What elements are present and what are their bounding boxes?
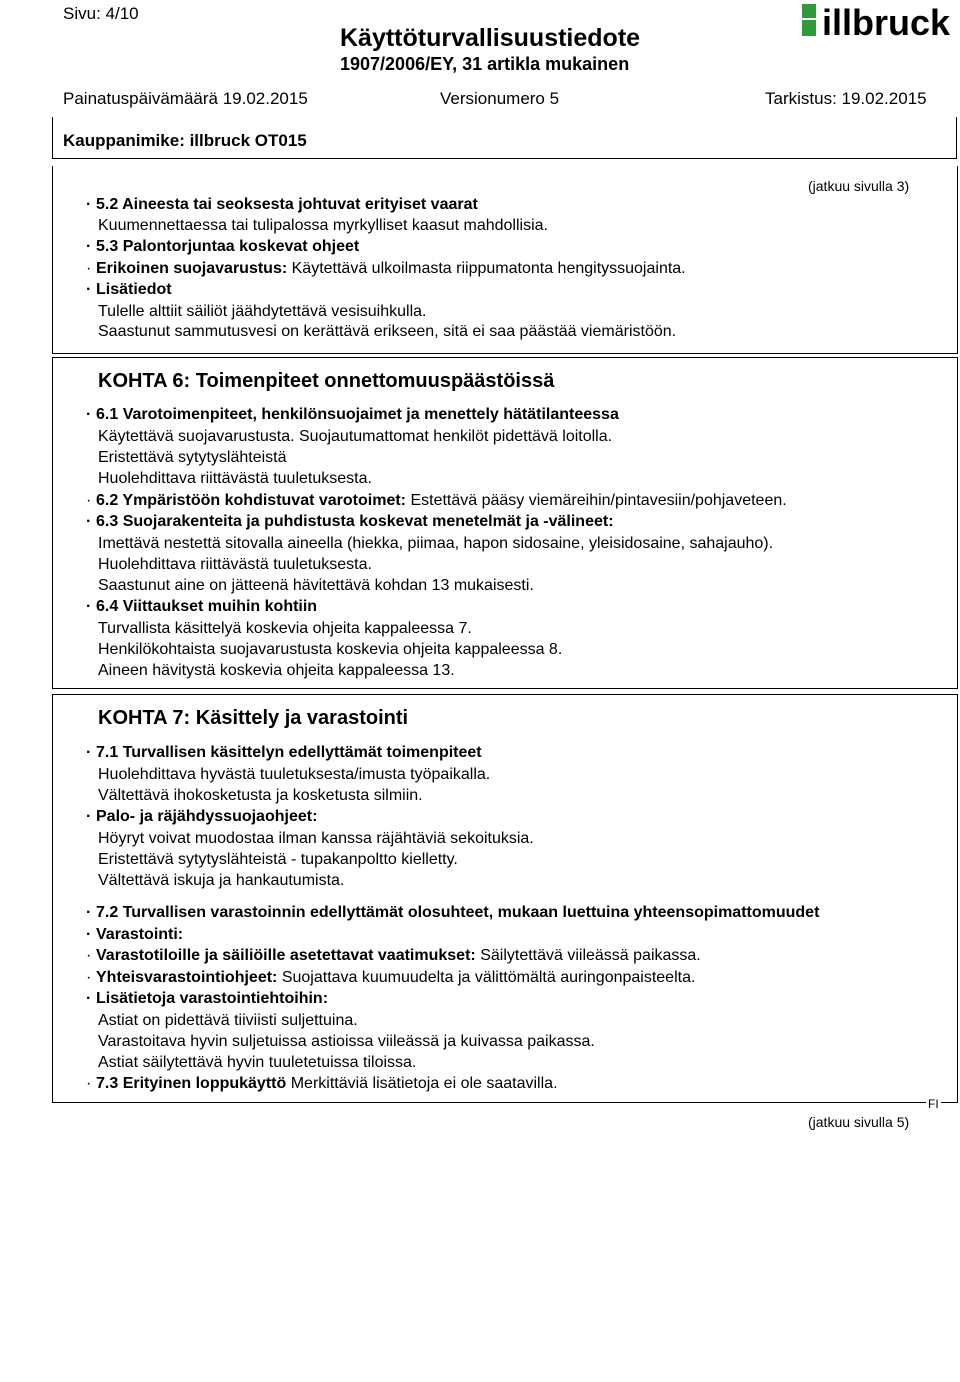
info-title: · Lisätiedot xyxy=(86,281,172,298)
joint-storage-line: · Yhteisvarastointiohjeet: Suojattava kuumuudelta ja välittömältä auringonpaisteelta. xyxy=(86,969,696,986)
s53-title: · 5.3 Palontorjuntaa koskevat ohjeet xyxy=(86,238,360,255)
s52-title: · 5.2 Aineesta tai seoksesta johtuvat erityiset vaarat xyxy=(86,196,478,213)
s63-title: · 6.3 Suojarakenteita ja puhdistusta koskevat menetelmät ja -välineet: xyxy=(86,513,614,530)
s52-text: Kuumennettaessa tai tulipalossa myrkylliset kaasut mahdollisia. xyxy=(98,217,548,234)
s61-line1: Käytettävä suojavarustusta. Suojautumattomat henkilöt pidettävä loitolla. xyxy=(98,428,613,445)
s61-title: · 6.1 Varotoimenpiteet, henkilönsuojaimet ja menettely hätätilanteessa xyxy=(86,406,619,423)
fire-line2: Eristettävä sytytyslähteistä - tupakanpoltto kielletty. xyxy=(98,851,458,868)
requirements-line: · Varastotiloille ja säiliöille asetettavat vaatimukset: Säilytettävä viileässä paikassa. xyxy=(86,947,701,964)
s64-title: · 6.4 Viittaukset muihin kohtiin xyxy=(86,598,318,615)
svg-text:illbruck: illbruck xyxy=(822,2,951,38)
s63-line3: Saastunut aine on jätteenä hävitettävä kohdan 13 mukaisesti. xyxy=(98,577,534,594)
fire-line1: Höyryt voivat muodostaa ilman kanssa räjähtäviä sekoituksia. xyxy=(98,830,534,847)
language-code: FI xyxy=(928,1097,939,1111)
product-name: Kauppanimike: illbruck OT015 xyxy=(63,131,307,150)
version-number: Versionumero 5 xyxy=(440,89,560,108)
print-date: Painatuspäivämäärä 19.02.2015 xyxy=(63,89,308,108)
s72-title: · 7.2 Turvallisen varastoinnin edellyttämät olosuhteet, mukaan luettuina yhteensopimattomuudet xyxy=(86,904,820,921)
more-line2: Varastoitava hyvin suljetuissa astioissa viileässä ja kuivassa paikassa. xyxy=(98,1033,595,1050)
s64-line3: Aineen hävitystä koskevia ohjeita kappaleessa 13. xyxy=(98,662,455,679)
s63-line2: Huolehdittava riittävästä tuuletuksesta. xyxy=(98,556,372,573)
revision-date: Tarkistus: 19.02.2015 xyxy=(765,89,927,108)
info-line1: Tulelle alttiit säiliöt jäähdytettävä vesisuihkulla. xyxy=(98,303,427,320)
gear-line: · Erikoinen suojavarustus: Käytettävä ulkoilmasta riippumatonta hengityssuojainta. xyxy=(86,260,686,277)
s63-line1: Imettävä nestettä sitovalla aineella (hiekka, piimaa, hapon sidosaine, yleisidosaine, sahajauho). xyxy=(98,535,774,552)
s64-line2: Henkilökohtaista suojavarustusta koskevia ohjeita kappaleessa 8. xyxy=(98,641,563,658)
section7-heading: KOHTA 7: Käsittely ja varastointi xyxy=(98,707,409,729)
document-title: Käyttöturvallisuustiedote xyxy=(340,24,641,52)
s71-line1: Huolehdittava hyvästä tuuletuksesta/imusta työpaikalla. xyxy=(98,766,491,783)
s64-line1: Turvallista käsittelyä koskevia ohjeita kappaleessa 7. xyxy=(98,620,472,637)
section6-heading: KOHTA 6: Toimenpiteet onnettomuuspäästöissä xyxy=(98,370,555,392)
continued-on: (jatkuu sivulla 5) xyxy=(808,1114,910,1130)
s71-title: · 7.1 Turvallisen käsittelyn edellyttämät toimenpiteet xyxy=(86,744,482,761)
s73-line: · 7.3 Erityinen loppukäyttö Merkittäviä lisätietoja ei ole saatavilla. xyxy=(86,1075,558,1092)
s61-line3: Huolehdittava riittävästä tuuletuksesta. xyxy=(98,470,372,487)
storage-title: · Varastointi: xyxy=(86,926,184,943)
more-info-title: · Lisätietoja varastointiehtoihin: xyxy=(86,990,329,1007)
s71-line2: Vältettävä ihokosketusta ja kosketusta silmiin. xyxy=(98,787,423,804)
continued-from: (jatkuu sivulla 3) xyxy=(808,178,910,194)
s62-line: · 6.2 Ympäristöön kohdistuvat varotoimet: Estettävä pääsy viemäreihin/pintavesiin/pohjaveteen. xyxy=(86,492,787,509)
more-line3: Astiat säilytettävä hyvin tuuletetuissa tiloissa. xyxy=(98,1054,417,1071)
fire-line3: Vältettävä iskuja ja hankautumista. xyxy=(98,872,345,889)
page-number: Sivu: 4/10 xyxy=(63,4,139,23)
fire-title: · Palo- ja räjähdyssuojaohjeet: xyxy=(86,808,318,825)
document-subtitle: 1907/2006/EY, 31 artikla mukainen xyxy=(340,54,630,74)
more-line1: Astiat on pidettävä tiiviisti suljettuina. xyxy=(98,1012,358,1029)
s61-line2: Eristettävä sytytyslähteistä xyxy=(98,449,287,466)
illbruck-logo xyxy=(800,2,960,38)
info-line2: Saastunut sammutusvesi on kerättävä erikseen, sitä ei saa päästää viemäristöön. xyxy=(98,323,677,340)
